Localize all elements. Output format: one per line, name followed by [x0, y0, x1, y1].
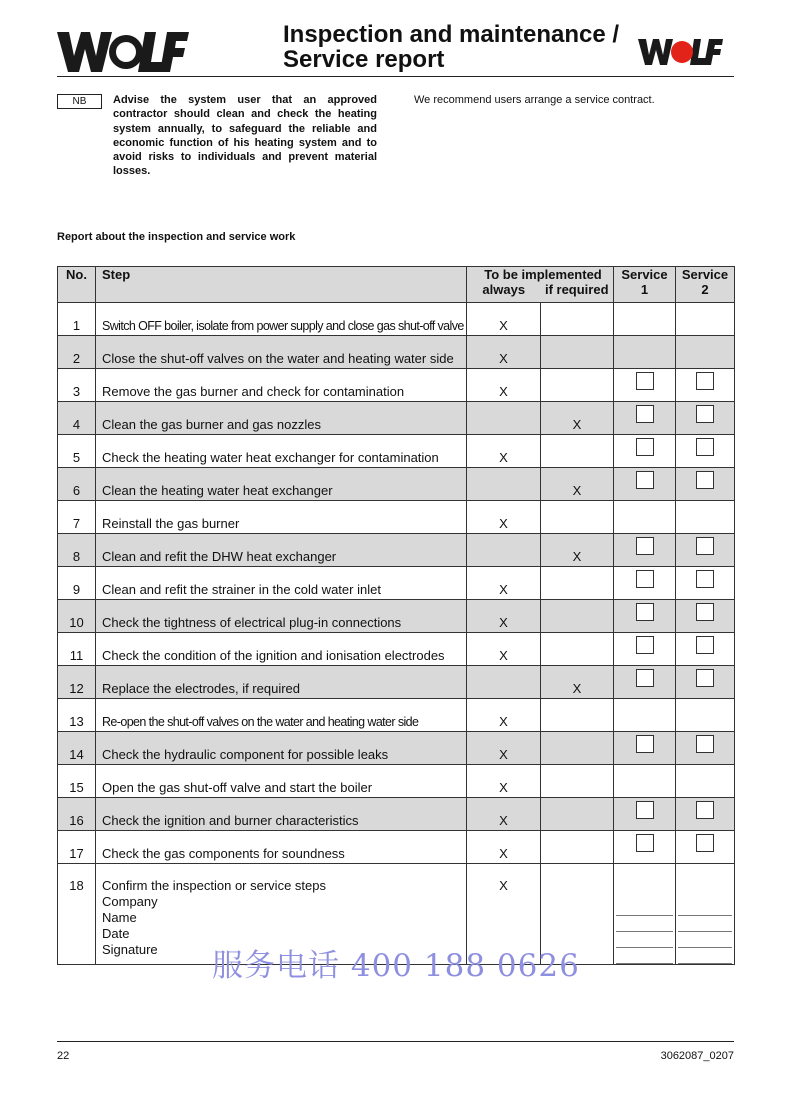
service-2-checkbox[interactable] — [696, 669, 714, 687]
row-number: 18 — [58, 864, 96, 965]
row-step: Remove the gas burner and check for contamination — [96, 369, 467, 402]
table-row — [58, 336, 735, 369]
table-row — [58, 699, 735, 732]
service-2-checkbox[interactable] — [696, 537, 714, 555]
row-always: X — [467, 633, 541, 666]
service-2-signature-cell — [676, 864, 735, 965]
row-always — [467, 468, 541, 501]
service-1-cell — [614, 765, 676, 798]
row-if-required — [541, 336, 614, 369]
header-always: always — [482, 282, 526, 297]
table-row — [58, 732, 735, 765]
row-step: Check the ignition and burner characteristics — [96, 798, 467, 831]
service-1-checkbox[interactable] — [636, 471, 654, 489]
row-if-required — [541, 732, 614, 765]
row-step: Open the gas shut-off valve and start the boiler — [96, 765, 467, 798]
signature-line[interactable] — [678, 932, 732, 948]
footer-rule — [57, 1041, 734, 1042]
service-1-checkbox[interactable] — [636, 735, 654, 753]
service-1-checkbox[interactable] — [636, 669, 654, 687]
header-service-2-number: 2 — [701, 282, 709, 297]
service-2-cell — [676, 567, 735, 600]
row-if-required — [541, 765, 614, 798]
service-2-checkbox[interactable] — [696, 471, 714, 489]
header-service-2-label: Service — [681, 267, 729, 282]
service-2-cell — [676, 831, 735, 864]
row-number: 6 — [58, 468, 96, 501]
header-implemented-label: To be implemented — [484, 267, 602, 282]
table-row — [58, 369, 735, 402]
table-row — [58, 567, 735, 600]
row-if-required — [541, 501, 614, 534]
row-step: Switch OFF boiler, isolate from power supply and close gas shut-off valve — [96, 303, 467, 336]
header-rule — [57, 76, 734, 77]
service-1-cell — [614, 468, 676, 501]
row-always: X — [467, 567, 541, 600]
row-number: 3 — [58, 369, 96, 402]
service-2-cell — [676, 633, 735, 666]
row-if-required — [541, 303, 614, 336]
service-1-checkbox[interactable] — [636, 801, 654, 819]
row-step: Check the condition of the ignition and ionisation electrodes — [96, 633, 467, 666]
row-step: Clean the heating water heat exchanger — [96, 468, 467, 501]
service-2-checkbox[interactable] — [696, 372, 714, 390]
service-1-checkbox[interactable] — [636, 537, 654, 555]
watermark-phone: 服务电话 400 188 0626 — [212, 948, 580, 984]
service-1-cell — [614, 534, 676, 567]
service-1-cell — [614, 798, 676, 831]
row-number: 15 — [58, 765, 96, 798]
row-always: X — [467, 303, 541, 336]
header-step-label: Step — [102, 267, 131, 282]
advice-text: Advise the system user that an approved contractor should clean and check the heating system annually, to safeguard the reliable and economic function of his heating system and to avoid risks to individuals and prevent material losses. — [113, 94, 377, 178]
row-step: Check the gas components for soundness — [96, 831, 467, 864]
service-1-checkbox[interactable] — [636, 570, 654, 588]
row-number: 1 — [58, 303, 96, 336]
nb-label: NB — [57, 94, 102, 109]
wolf-logo-right — [638, 38, 723, 66]
document-number: 3062087_0207 — [660, 1050, 734, 1062]
service-1-cell — [614, 831, 676, 864]
service-2-checkbox[interactable] — [696, 405, 714, 423]
row-always: X — [467, 369, 541, 402]
table-row — [58, 534, 735, 567]
row-if-required — [541, 600, 614, 633]
row-number: 4 — [58, 402, 96, 435]
signature-line[interactable] — [678, 916, 732, 932]
header-service-2 — [676, 267, 735, 303]
row-step: Replace the electrodes, if required — [96, 666, 467, 699]
row-number: 9 — [58, 567, 96, 600]
row-step: Check the tightness of electrical plug-in connections — [96, 600, 467, 633]
row-number: 17 — [58, 831, 96, 864]
row-if-required: X — [541, 468, 614, 501]
signature-line[interactable] — [616, 900, 673, 916]
service-2-cell — [676, 501, 735, 534]
row-always: X — [467, 501, 541, 534]
row-number: 10 — [58, 600, 96, 633]
wolf-logo-left — [57, 30, 189, 74]
service-2-cell — [676, 336, 735, 369]
row-always: X — [467, 600, 541, 633]
table-row — [58, 831, 735, 864]
service-2-checkbox[interactable] — [696, 438, 714, 456]
table-row — [58, 402, 735, 435]
service-1-checkbox[interactable] — [636, 372, 654, 390]
service-2-checkbox[interactable] — [696, 801, 714, 819]
service-2-cell — [676, 699, 735, 732]
title-line-1: Inspection and maintenance / — [283, 21, 620, 48]
service-1-cell — [614, 600, 676, 633]
service-1-checkbox[interactable] — [636, 636, 654, 654]
confirm-field-label: Date — [102, 926, 130, 941]
row-number: 2 — [58, 336, 96, 369]
row-step: Check the hydraulic component for possible leaks — [96, 732, 467, 765]
service-1-signature-cell — [614, 864, 676, 965]
header-no — [58, 267, 96, 303]
signature-line[interactable] — [678, 900, 732, 916]
row-always: X — [467, 699, 541, 732]
service-2-checkbox[interactable] — [696, 735, 714, 753]
signature-line[interactable] — [616, 916, 673, 932]
service-2-cell — [676, 732, 735, 765]
row-always — [467, 666, 541, 699]
service-1-cell — [614, 336, 676, 369]
row-always: X — [467, 798, 541, 831]
table-row — [58, 600, 735, 633]
signature-line[interactable] — [616, 932, 673, 948]
table-row — [58, 468, 735, 501]
row-number: 7 — [58, 501, 96, 534]
table-row — [58, 798, 735, 831]
row-always: X — [467, 765, 541, 798]
service-1-cell — [614, 435, 676, 468]
row-number: 11 — [58, 633, 96, 666]
row-if-required — [541, 435, 614, 468]
table-row — [58, 666, 735, 699]
header-if-required: if required — [544, 282, 609, 297]
signature-line[interactable] — [616, 948, 673, 964]
service-1-cell — [614, 303, 676, 336]
confirm-field-label: Company — [102, 894, 158, 909]
table-header-row — [58, 267, 735, 303]
row-always: X — [467, 336, 541, 369]
service-2-cell — [676, 369, 735, 402]
table-row — [58, 303, 735, 336]
confirm-field-label: Name — [102, 910, 137, 925]
header-service-1 — [614, 267, 676, 303]
row-step: Clean and refit the DHW heat exchanger — [96, 534, 467, 567]
header-implemented — [467, 267, 614, 303]
row-always — [467, 402, 541, 435]
row-number: 14 — [58, 732, 96, 765]
row-number: 12 — [58, 666, 96, 699]
service-2-cell — [676, 765, 735, 798]
service-1-checkbox[interactable] — [636, 438, 654, 456]
service-1-cell — [614, 699, 676, 732]
row-if-required: X — [541, 402, 614, 435]
service-1-cell — [614, 369, 676, 402]
confirm-field-label: Signature — [102, 942, 158, 957]
header-service-1-number: 1 — [640, 282, 649, 297]
table-row — [58, 501, 735, 534]
row-if-required — [541, 633, 614, 666]
title-line-2: Service report — [283, 46, 445, 73]
row-number: 13 — [58, 699, 96, 732]
row-if-required — [541, 699, 614, 732]
header-service-1-label: Service — [621, 267, 668, 282]
row-step: Re-open the shut-off valves on the water and heating water side — [96, 699, 467, 732]
row-number: 8 — [58, 534, 96, 567]
row-if-required: X — [541, 666, 614, 699]
service-2-cell — [676, 798, 735, 831]
service-2-checkbox[interactable] — [696, 603, 714, 621]
row-always: X — [467, 435, 541, 468]
row-number: 16 — [58, 798, 96, 831]
service-2-cell — [676, 600, 735, 633]
row-step: Close the shut-off valves on the water and heating water side — [96, 336, 467, 369]
service-1-cell — [614, 567, 676, 600]
row-if-required — [541, 567, 614, 600]
service-2-cell — [676, 402, 735, 435]
row-step: Reinstall the gas burner — [96, 501, 467, 534]
service-1-cell — [614, 501, 676, 534]
row-always: X — [467, 864, 541, 965]
row-always: X — [467, 831, 541, 864]
row-if-required: X — [541, 534, 614, 567]
page-title — [283, 22, 619, 72]
row-step: Check the heating water heat exchanger for contamination — [96, 435, 467, 468]
service-1-cell — [614, 402, 676, 435]
service-1-checkbox[interactable] — [636, 405, 654, 423]
table-row — [58, 435, 735, 468]
service-2-cell — [676, 666, 735, 699]
recommend-text: We recommend users arrange a service contract. — [414, 94, 655, 106]
row-if-required — [541, 831, 614, 864]
row-if-required — [541, 798, 614, 831]
service-2-cell — [676, 534, 735, 567]
service-2-checkbox[interactable] — [696, 636, 714, 654]
service-1-checkbox[interactable] — [636, 834, 654, 852]
service-1-checkbox[interactable] — [636, 603, 654, 621]
page-number: 22 — [57, 1050, 70, 1062]
service-1-cell — [614, 666, 676, 699]
service-2-checkbox[interactable] — [696, 834, 714, 852]
signature-line[interactable] — [678, 948, 732, 964]
service-2-cell — [676, 468, 735, 501]
table-row — [58, 765, 735, 798]
report-title: Report about the inspection and service work — [57, 231, 296, 243]
row-if-required — [541, 369, 614, 402]
row-step: Confirm the inspection or service steps — [102, 878, 326, 893]
header-step — [96, 267, 467, 303]
service-table — [57, 266, 735, 965]
service-2-cell — [676, 303, 735, 336]
service-1-cell — [614, 732, 676, 765]
row-always — [467, 534, 541, 567]
service-2-checkbox[interactable] — [696, 570, 714, 588]
row-step: Clean the gas burner and gas nozzles — [96, 402, 467, 435]
table-row — [58, 633, 735, 666]
row-step: Clean and refit the strainer in the cold water inlet — [96, 567, 467, 600]
row-number: 5 — [58, 435, 96, 468]
row-always: X — [467, 732, 541, 765]
service-2-cell — [676, 435, 735, 468]
header-no-label: No. — [66, 267, 87, 282]
service-1-cell — [614, 633, 676, 666]
